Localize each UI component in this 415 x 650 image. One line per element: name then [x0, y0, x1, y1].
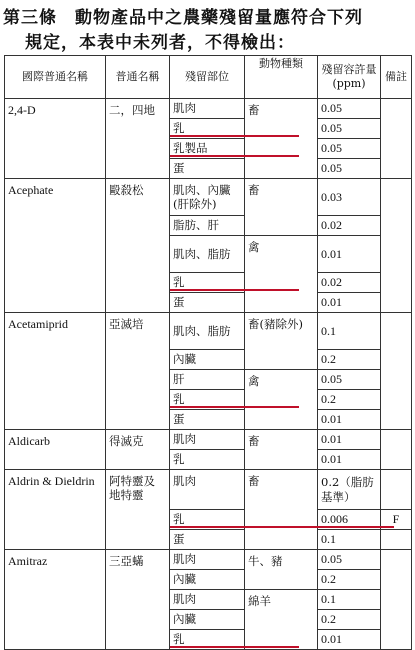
part-cell: 乳: [170, 450, 245, 470]
mrl-cell: 0.01: [318, 430, 381, 450]
table-row: [5, 179, 412, 216]
common-name-cell: 毆殺松: [106, 179, 170, 313]
part-cell: 蛋: [170, 293, 245, 313]
remark-cell: [381, 530, 412, 550]
mrl-cell: 0.1: [318, 590, 381, 610]
remark-cell: [381, 179, 412, 313]
part-cell: 肌肉: [170, 470, 245, 510]
mrl-cell: 0.2: [318, 350, 381, 370]
part-cell: 脂肪、肝: [170, 216, 245, 236]
part-cell: 肌肉、內臟(肝除外): [170, 179, 245, 216]
mrl-cell: 0.03: [318, 179, 381, 216]
part-cell: 肌肉: [170, 430, 245, 450]
mrl-cell: 0.2: [318, 610, 381, 630]
table-row: [5, 550, 412, 570]
part-cell: [170, 510, 245, 530]
animal-cell: 畜(豬除外): [245, 313, 318, 370]
table-row: [5, 313, 412, 350]
animal-cell: 禽: [245, 236, 318, 313]
highlight-underline: [170, 646, 299, 648]
part-cell: [170, 119, 245, 139]
common-name-cell: 亞滅培: [106, 313, 170, 430]
mrl-cell: 0.05: [318, 99, 381, 119]
mrl-cell: 0.05: [318, 370, 381, 390]
part-cell: 肌肉、脂肪: [170, 313, 245, 350]
col-header-common-name: 普通名稱: [106, 56, 170, 99]
mrl-cell: 0.01: [318, 293, 381, 313]
part-cell: 肌肉、脂肪: [170, 236, 245, 273]
mrl-cell: 0.2: [318, 570, 381, 590]
animal-cell: 畜: [245, 430, 318, 470]
part-cell: 肌肉: [170, 99, 245, 119]
mrl-cell: 0.2（脂肪基準）: [318, 470, 381, 510]
mrl-cell: 0.05: [318, 139, 381, 159]
mrl-cell: 0.01: [318, 450, 381, 470]
intl-name-cell: Acephate: [5, 179, 106, 313]
part-cell: 肌肉: [170, 550, 245, 570]
part-cell: 內臟: [170, 570, 245, 590]
part-cell: 肌肉: [170, 590, 245, 610]
table-row: [5, 430, 412, 450]
mrl-cell: 0.05: [318, 159, 381, 179]
part-cell: 蛋: [170, 530, 245, 550]
remark-cell: [381, 550, 412, 650]
part-cell: 肝: [170, 370, 245, 390]
intl-name-cell: 2,4-D: [5, 99, 106, 179]
intl-name-cell: Acetamiprid: [5, 313, 106, 430]
mrl-cell: 0.02: [318, 216, 381, 236]
highlight-underline: [170, 289, 299, 291]
remark-cell: [381, 430, 412, 470]
mrl-cell: 0.01: [318, 630, 381, 650]
animal-cell: 禽: [245, 370, 318, 430]
highlight-underline: [170, 135, 299, 137]
remark-cell: [381, 99, 412, 179]
mrl-cell: 0.2: [318, 390, 381, 410]
animal-cell: 畜: [245, 470, 318, 550]
animal-cell: 綿羊: [245, 590, 318, 650]
part-cell: 蛋: [170, 410, 245, 430]
part-cell: [170, 139, 245, 159]
part-text: 乳: [173, 632, 185, 647]
common-name-cell: 得滅克: [106, 430, 170, 470]
part-cell: [170, 390, 245, 410]
mrl-cell: 0.01: [318, 410, 381, 430]
mrl-cell: 0.05: [318, 550, 381, 570]
mrl-cell: 0.1: [318, 313, 381, 350]
col-header-remarks: 備註: [381, 56, 412, 99]
part-cell: 內臟: [170, 350, 245, 370]
table-row: [5, 99, 412, 119]
common-name-cell: 阿特靈及地特靈: [106, 470, 170, 550]
table-row: [5, 470, 412, 510]
highlight-underline: [170, 526, 394, 528]
residue-limit-table: [4, 55, 412, 650]
col-header-animal: 動物種類: [245, 56, 318, 99]
remark-cell: [381, 313, 412, 430]
part-text: 乳: [173, 275, 185, 290]
mrl-cell: 0.006: [318, 510, 381, 530]
remark-cell: F: [381, 510, 412, 530]
highlight-underline: [170, 155, 299, 157]
intl-name-cell: Amitraz: [5, 550, 106, 650]
part-text: 乳: [173, 392, 185, 407]
intl-name-cell: Aldicarb: [5, 430, 106, 470]
heading-line-1: 第三條 動物產品中之農藥殘留量應符合下列: [3, 8, 363, 28]
animal-cell: 畜: [245, 179, 318, 236]
common-name-cell: 三亞蟎: [106, 550, 170, 650]
table-header-row: [5, 56, 412, 99]
part-cell: [170, 273, 245, 293]
remark-cell: [381, 470, 412, 510]
animal-cell: 牛、豬: [245, 550, 318, 590]
mrl-cell: 0.01: [318, 236, 381, 273]
mrl-cell: 0.05: [318, 119, 381, 139]
col-header-intl-name: 國際普通名稱: [5, 56, 106, 99]
col-header-mrl: 殘留容許量(ppm): [318, 56, 381, 99]
intl-name-cell: Aldrin & Dieldrin: [5, 470, 106, 550]
animal-cell: 畜: [245, 99, 318, 179]
part-text: 乳製品: [173, 141, 208, 156]
col-header-residue-part: 殘留部位: [170, 56, 245, 99]
mrl-cell: 0.02: [318, 273, 381, 293]
mrl-cell: 0.1: [318, 530, 381, 550]
part-text: 乳: [173, 121, 185, 136]
part-text: 乳: [173, 512, 185, 527]
common-name-cell: 二，四地: [106, 99, 170, 179]
part-cell: 蛋: [170, 159, 245, 179]
highlight-underline: [170, 406, 299, 408]
part-cell: 內臟: [170, 610, 245, 630]
heading-line-2: 規定，本表中未列者，不得檢出：: [25, 33, 295, 53]
